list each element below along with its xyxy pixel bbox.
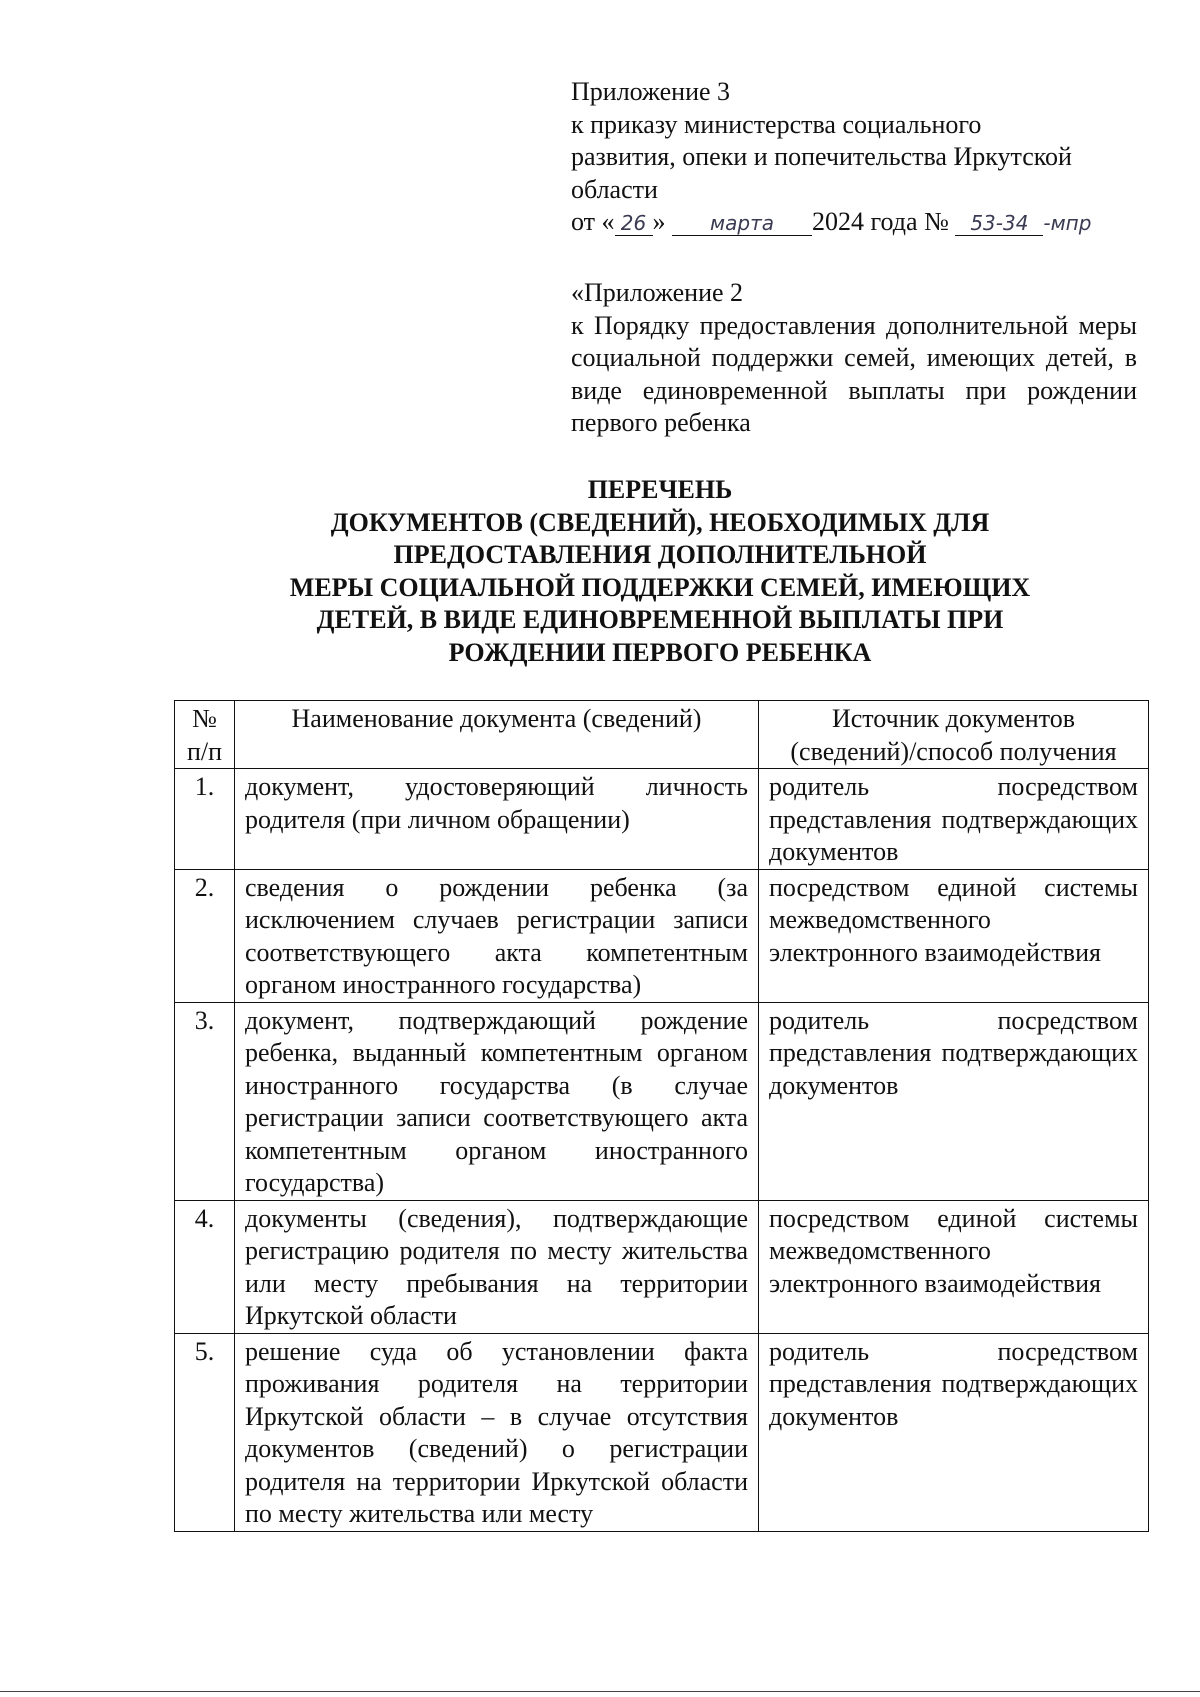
row-document-name: документы (сведения), подтверждающие регистрацию родителя по месту жительства или месту пребывания на территории Иркутской области — [235, 1200, 759, 1333]
row-number: 2. — [175, 869, 235, 1002]
row-number: 4. — [175, 1200, 235, 1333]
table-row — [175, 1200, 1149, 1333]
row-source: родитель посредством представления подтверждающих документов — [759, 769, 1149, 870]
handwritten-day: 26 — [615, 211, 653, 236]
appendix-line: области — [571, 174, 658, 204]
header-number: № п/п — [175, 701, 235, 769]
handwritten-month: марта — [672, 211, 812, 236]
row-source: посредством единой системы межведомственного электронного взаимодействия — [759, 1200, 1149, 1333]
table-row — [175, 769, 1149, 870]
appendix-line: к приказу министерства социального — [571, 109, 982, 139]
row-document-name: сведения о рождении ребенка (за исключением случаев регистрации записи соответствующего акта компетентным органом иностранного государства) — [235, 869, 759, 1002]
row-source: посредством единой системы межведомственного электронного взаимодействия — [759, 869, 1149, 1002]
appendix-line: Приложение 3 — [571, 77, 731, 106]
page-bottom-rule — [0, 1691, 1200, 1692]
row-source: родитель посредством представления подтверждающих документов — [759, 1333, 1149, 1531]
table-row — [175, 1333, 1149, 1531]
date-mid: » — [652, 207, 666, 236]
row-source: родитель посредством представления подтверждающих документов — [759, 1002, 1149, 1200]
appendix-line: развития, опеки и попечительства Иркутской — [571, 142, 1072, 171]
procedure-appendix-header — [571, 277, 1137, 440]
procedure-appendix-heading: «Приложение 2 — [571, 278, 744, 307]
title-line: МЕРЫ СОЦИАЛЬНОЙ ПОДДЕРЖКИ СЕМЕЙ, ИМЕЮЩИХ — [289, 572, 1031, 602]
row-document-name: решение суда об установлении факта проживания родителя на территории Иркутской области – в случае отсутствия документов (сведений) о регистрации родителя на территории Иркутской области по месту жительства или месту — [235, 1333, 759, 1531]
table-header-row — [175, 701, 1149, 769]
title-line: ДОКУМЕНТОВ (СВЕДЕНИЙ), НЕОБХОДИМЫХ ДЛЯ — [330, 507, 990, 537]
handwritten-order-suffix: -мпр — [1043, 211, 1092, 235]
title-line: РОЖДЕНИИ ПЕРВОГО РЕБЕНКА — [448, 637, 872, 667]
title-line: ДЕТЕЙ, В ВИДЕ ЕДИНОВРЕМЕННОЙ ВЫПЛАТЫ ПРИ — [316, 605, 1004, 634]
row-number: 5. — [175, 1333, 235, 1531]
table-row — [175, 869, 1149, 1002]
handwritten-order-number: 53-34 — [955, 211, 1043, 236]
row-document-name: документ, подтверждающий рождение ребенка, выданный компетентным органом иностранного государства (в случае регистрации записи соответствующего акта компетентным органом иностранного государства) — [235, 1002, 759, 1200]
row-number: 1. — [175, 769, 235, 870]
procedure-appendix-body: к Порядку предоставления дополнительной меры социальной поддержки семей, имеющих детей, в виде единовременной выплаты при рождении первого ребенка — [571, 310, 1137, 437]
title-line: ПРЕДОСТАВЛЕНИЯ ДОПОЛНИТЕЛЬНОЙ — [393, 540, 927, 569]
document-title — [170, 474, 1150, 669]
header-document-name: Наименование документа (сведений) — [235, 701, 759, 769]
row-number: 3. — [175, 1002, 235, 1200]
order-date-line — [571, 206, 1137, 240]
title-line: ПЕРЕЧЕНЬ — [587, 475, 733, 504]
row-document-name: документ, удостоверяющий личность родителя (при личном обращении) — [235, 769, 759, 870]
date-year: 2024 года № — [812, 207, 949, 236]
documents-table — [174, 700, 1149, 1532]
header-source: Источник документов (сведений)/способ получения — [759, 701, 1149, 769]
table-row — [175, 1002, 1149, 1200]
date-prefix: от « — [571, 207, 615, 236]
appendix-header — [571, 76, 1137, 240]
